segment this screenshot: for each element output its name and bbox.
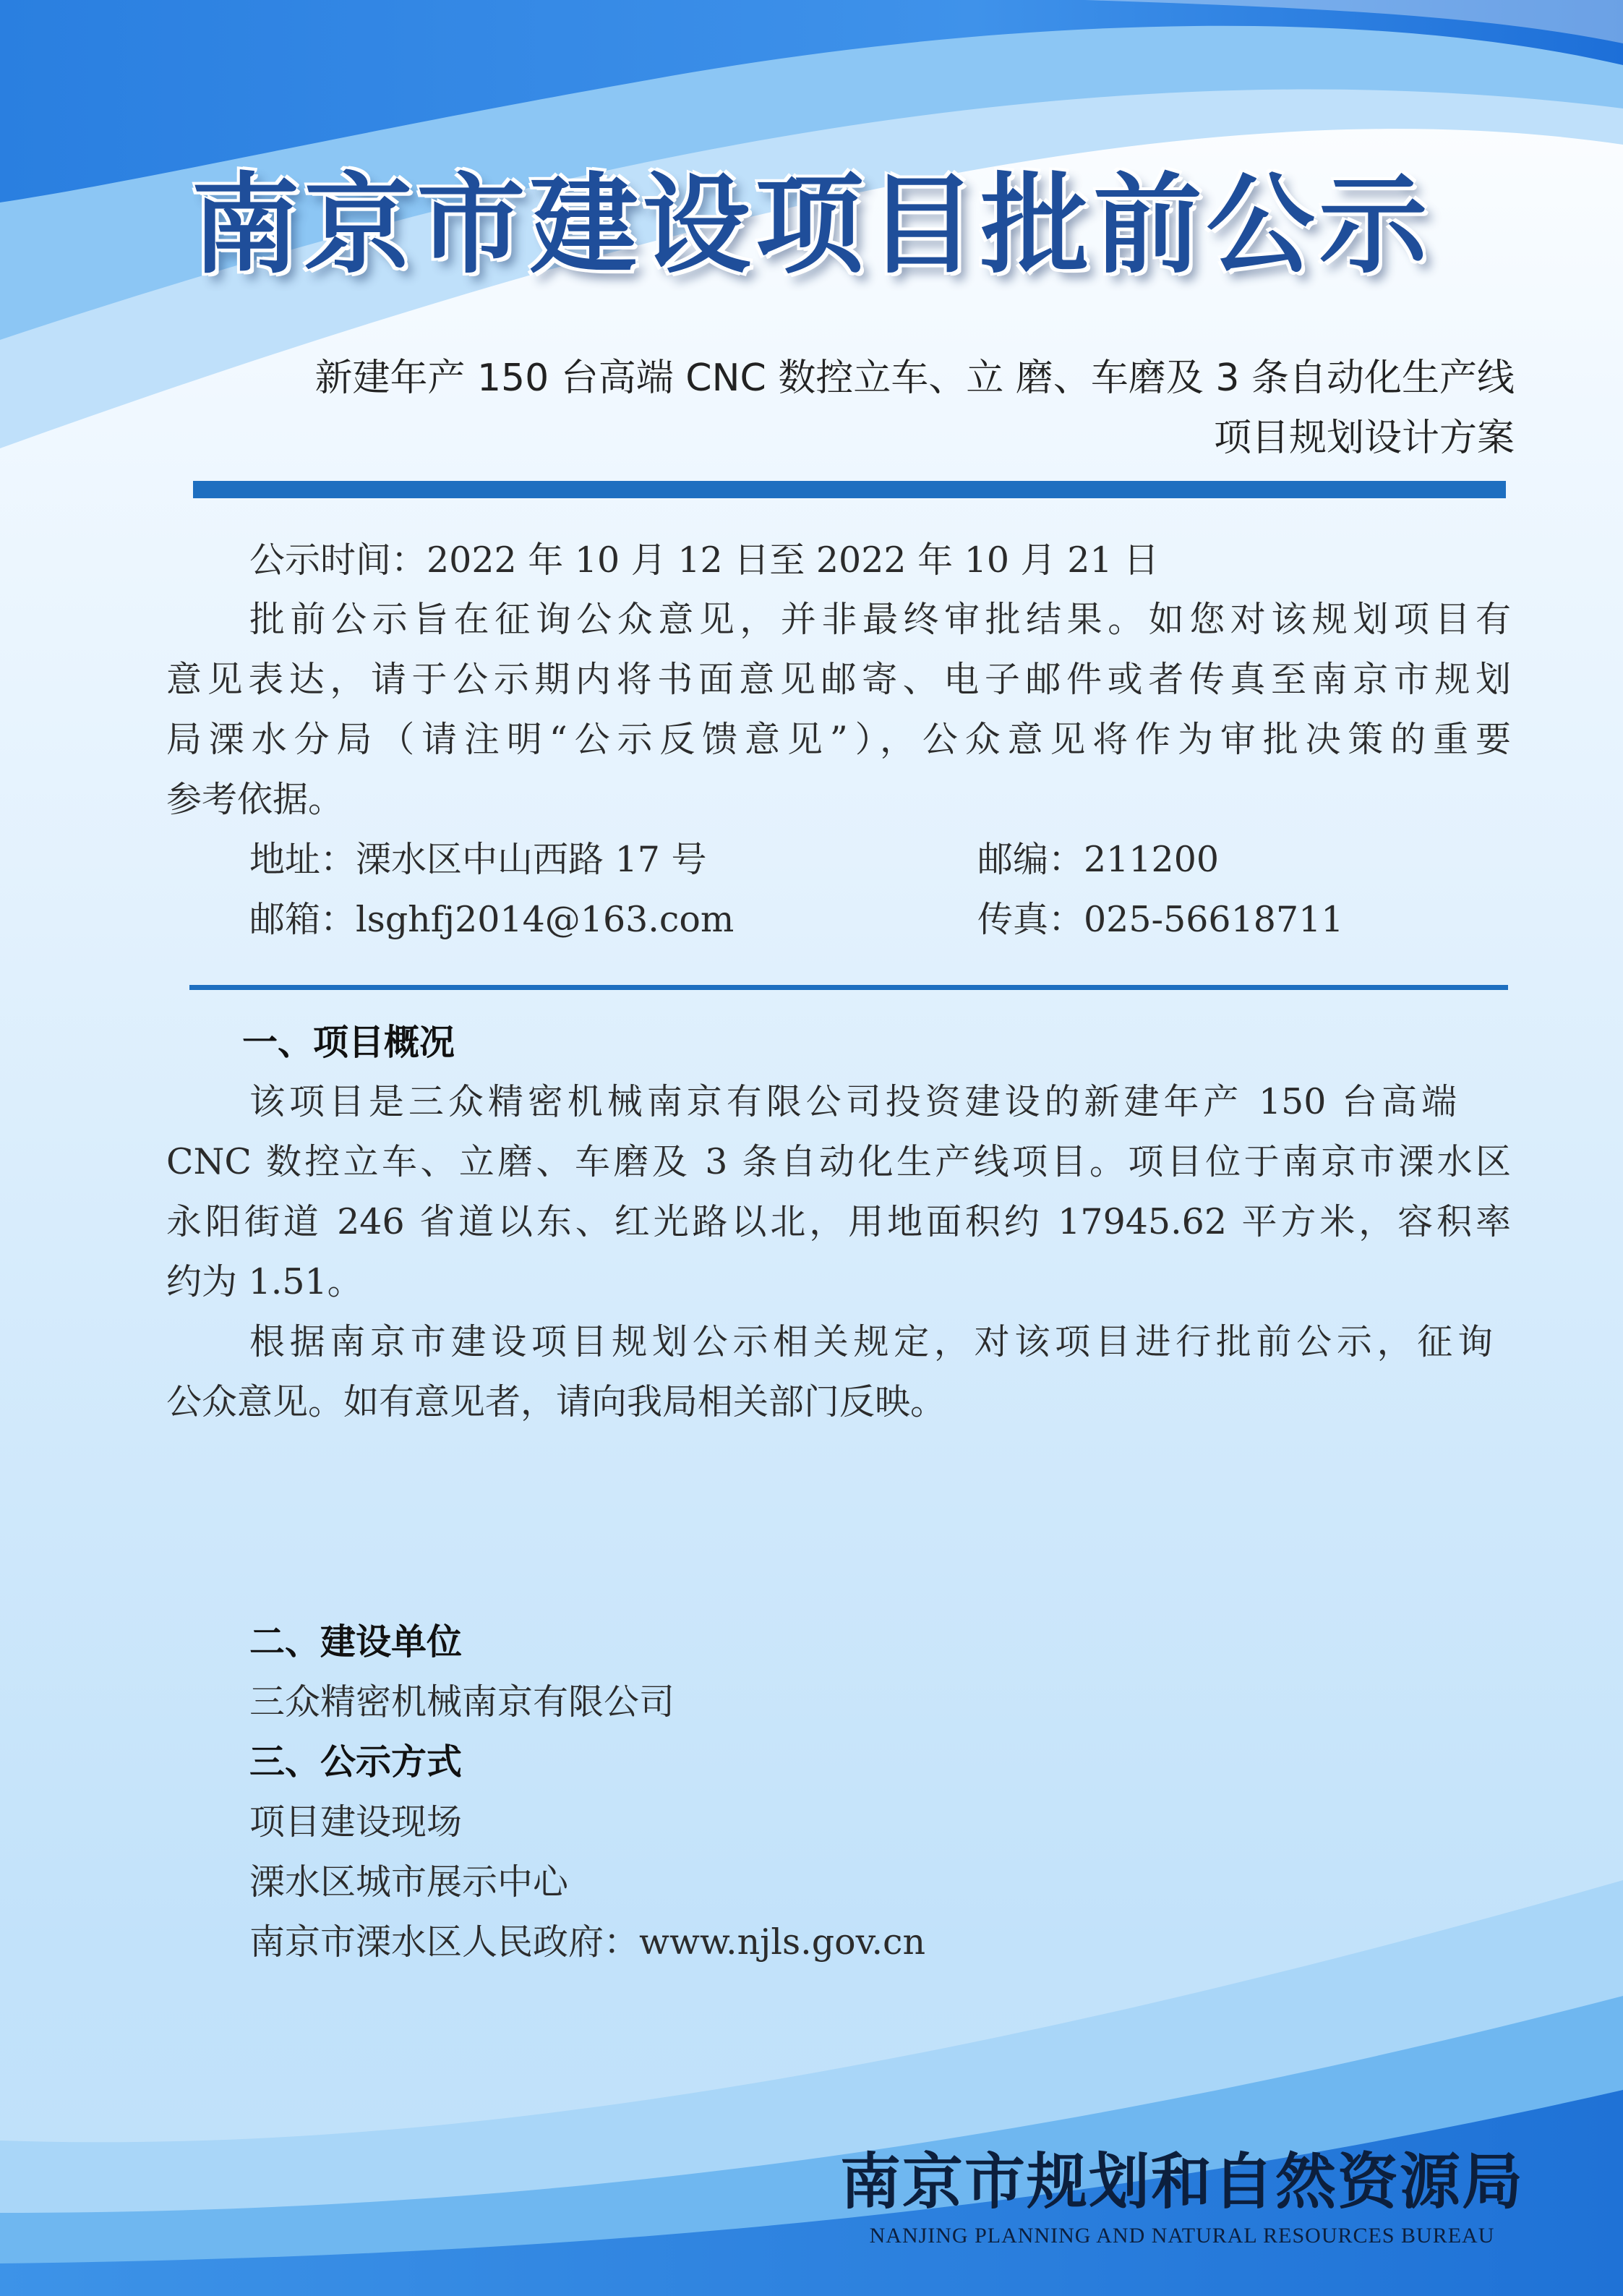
header-divider [193,481,1506,498]
contact-email[interactable]: 邮箱：lsghfj2014@163.com [249,899,735,940]
developer-name: 三众精密机械南京有限公司 [249,1681,675,1723]
section1-line: 该项目是三众精密机械南京有限公司投资建设的新建年产 150 台高端 [249,1081,1457,1122]
project-name-line2: 项目规划设计方案 [1213,417,1515,460]
section3-heading: 三、公示方式 [249,1741,463,1783]
contact-postcode: 邮编：211200 [977,839,1220,880]
section-divider [189,985,1508,990]
section1-line: 约为 1.51。 [166,1261,363,1302]
project-name-line1: 新建年产 150 台高端 CNC 数控立车、立 磨、车磨及 3 条自动化生产线 [314,357,1515,400]
section1-heading: 一、项目概况 [242,1022,455,1063]
publicity-method-item[interactable]: 南京市溧水区人民政府：www.njls.gov.cn [249,1921,926,1963]
publicity-method-item: 溧水区城市展示中心 [249,1861,569,1903]
notice-period: 公示时间：2022 年 10 月 12 日至 2022 年 10 月 21 日 [249,539,1160,581]
notice-intro-line: 批前公示旨在征询公众意见，并非最终审批结果。如您对该规划项目有 [249,599,1511,640]
publicity-method-item: 项目建设现场 [249,1801,463,1843]
section2-heading: 二、建设单位 [249,1621,463,1663]
section1-line: CNC 数控立车、立磨、车磨及 3 条自动化生产线项目。项目位于南京市溧水区 [166,1141,1511,1182]
notice-intro-line: 参考依据。 [166,779,344,820]
notice-intro-line: 意见表达，请于公示期内将书面意见邮寄、电子邮件或者传真至南京市规划 [166,659,1511,700]
bureau-name-cn: 南京市规划和自然资源局 [839,2146,1524,2217]
page-title: 南京市建设项目批前公示 [191,161,1432,289]
section1-line: 公众意见。如有意见者，请向我局相关部门反映。 [166,1381,946,1422]
contact-address: 地址：溧水区中山西路 17 号 [249,839,707,880]
section1-line: 永阳街道 246 省道以东、红光路以北，用地面积约 17945.62 平方米，容积率 [166,1201,1511,1242]
bureau-name-en: NANJING PLANNING AND NATURAL RESOURCES BUREAU [869,2224,1495,2248]
notice-intro-line: 局溧水分局（请注明“公示反馈意见”），公众意见将作为审批决策的重要 [166,719,1511,760]
section1-line: 根据南京市建设项目规划公示相关规定，对该项目进行批前公示，征询 [249,1321,1493,1362]
contact-fax: 传真：025-56618711 [977,899,1344,940]
